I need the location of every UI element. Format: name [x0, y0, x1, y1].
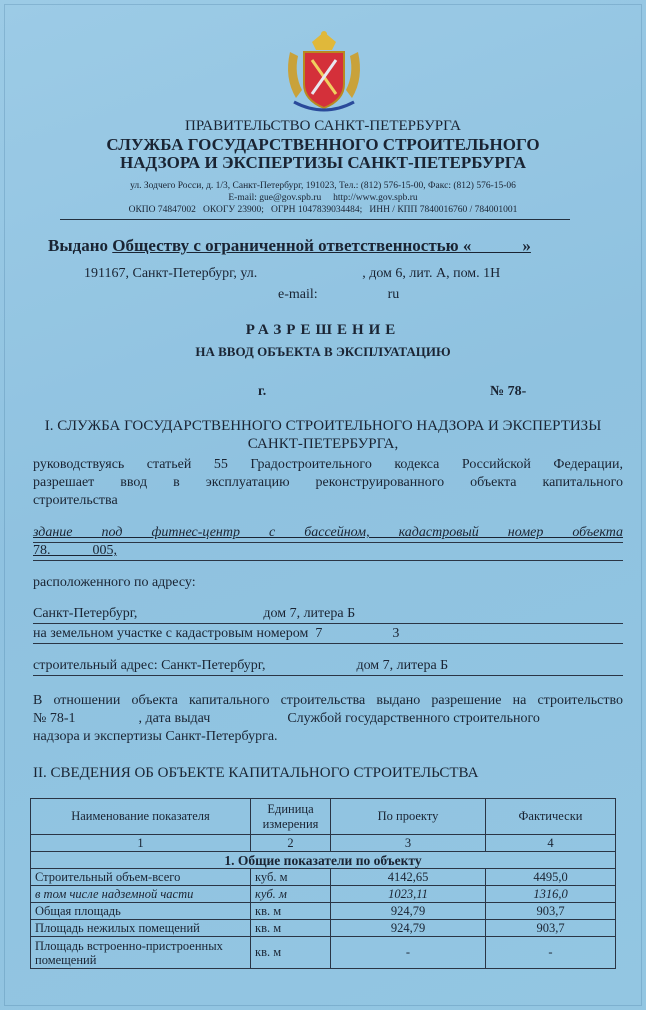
- column-header: Единица измерения: [251, 799, 331, 835]
- indicator-name: Площадь нежилых помещений: [31, 920, 251, 937]
- indicator-name: Общая площадь: [31, 903, 251, 920]
- indicator-unit: кв. м: [251, 903, 331, 920]
- section1-para-line2: разрешает ввод в эксплуатацию реконструированного объекта капитального: [33, 475, 623, 490]
- object-description-line1: здание под фитнес-центр с бассейном, кадастровый номер объекта: [33, 524, 623, 543]
- section1-para-last: строительства: [33, 493, 118, 508]
- table-header-row: [31, 799, 616, 835]
- located-label: расположенного по адресу:: [33, 575, 196, 590]
- indicator-project: -: [331, 937, 486, 969]
- indicator-actual: 903,7: [486, 903, 616, 920]
- issued-to: [48, 236, 531, 256]
- indicator-project: 1023,11: [331, 886, 486, 903]
- document-title: РАЗРЕШЕНИЕ: [245, 322, 401, 338]
- issued-email: e-mail: ru: [278, 287, 400, 302]
- service-codes: ОКПО 74847002 ОКОГУ 23900; ОГРН 1047839034484; ИНН / КПП 7840016760 / 784001001: [128, 205, 518, 215]
- permit-info-line1: В отношении объекта капитального строительства выдано разрешение на строительство: [33, 693, 623, 708]
- object-description-line2: 78. 005,: [33, 542, 623, 561]
- object-indicators-table: [30, 798, 616, 969]
- column-header: Наименование показателя: [31, 799, 251, 835]
- section1-heading-cont: САНКТ-ПЕТЕРБУРГА,: [247, 436, 399, 452]
- construction-address: строительный адрес: Санкт-Петербург, дом 7, литера Б: [33, 657, 623, 676]
- indicator-project: 924,79: [331, 920, 486, 937]
- section1-heading: I. СЛУЖБА ГОСУДАРСТВЕННОГО СТРОИТЕЛЬНОГО НАДЗОРА И ЭКСПЕРТИЗЫ: [44, 418, 602, 434]
- section1-para-line1: руководствуясь статьей 55 Градостроительного кодекса Российской Федерации,: [33, 457, 623, 472]
- indicator-name: Площадь встроенно-пристроенных помещений: [31, 937, 251, 969]
- service-address: ул. Зодчего Росси, д. 1/3, Санкт-Петербург, 191023, Тел.: (812) 576-15-00, Факс: (812) 576-15-06: [130, 181, 516, 191]
- indicator-actual: -: [486, 937, 616, 969]
- indicator-actual: 1316,0: [486, 886, 616, 903]
- indicator-project: 4142,65: [331, 869, 486, 886]
- indicator-name: Строительный объем-всего: [31, 869, 251, 886]
- service-name-line2: НАДЗОРА И ЭКСПЕРТИЗЫ САНКТ-ПЕТЕРБУРГА: [120, 153, 526, 172]
- object-address: Санкт-Петербург, дом 7, литера Б: [33, 605, 623, 624]
- group-title: 1. Общие показатели по объекту: [31, 852, 616, 869]
- table-row: [31, 937, 616, 969]
- table-row: [31, 886, 616, 903]
- service-name-line1: СЛУЖБА ГОСУДАРСТВЕННОГО СТРОИТЕЛЬНОГО: [106, 135, 540, 154]
- column-number: 3: [331, 835, 486, 852]
- issued-org: Обществу с ограниченной ответственностью « »: [112, 236, 531, 255]
- column-number: 4: [486, 835, 616, 852]
- permit-number: № 78-: [490, 384, 527, 399]
- document-subtitle: НА ВВОД ОБЪЕКТА В ЭКСПЛУАТАЦИЮ: [195, 344, 451, 359]
- column-number-row: [31, 835, 616, 852]
- table-row: [31, 920, 616, 937]
- issued-label: Выдано: [48, 236, 109, 255]
- section1-para-line3: [33, 492, 623, 510]
- city-label: г.: [258, 384, 267, 399]
- indicator-unit: куб. м: [251, 886, 331, 903]
- permit-info-line2: № 78-1 , дата выдач Службой государственного строительного: [33, 711, 540, 726]
- column-number: 2: [251, 835, 331, 852]
- indicator-actual: 4495,0: [486, 869, 616, 886]
- indicator-actual: 903,7: [486, 920, 616, 937]
- table-row: [31, 903, 616, 920]
- indicator-unit: куб. м: [251, 869, 331, 886]
- section2-heading: II. СВЕДЕНИЯ ОБ ОБЪЕКТЕ КАПИТАЛЬНОГО СТРОИТЕЛЬСТВА: [33, 765, 479, 781]
- column-number: 1: [31, 835, 251, 852]
- land-plot: на земельном участке с кадастровым номером 7 3: [33, 625, 623, 644]
- coat-of-arms-icon: [282, 28, 366, 114]
- indicator-name: в том числе надземной части: [31, 886, 251, 903]
- permit-info-line3: надзора и экспертизы Санкт-Петербурга.: [33, 729, 278, 744]
- government-name: ПРАВИТЕЛЬСТВО САНКТ-ПЕТЕРБУРГА: [185, 118, 461, 134]
- indicator-project: 924,79: [331, 903, 486, 920]
- group-row: [31, 852, 616, 869]
- indicator-unit: кв. м: [251, 920, 331, 937]
- indicator-unit: кв. м: [251, 937, 331, 969]
- column-header: По проекту: [331, 799, 486, 835]
- issued-address: 191167, Санкт-Петербург, ул. , дом 6, лит. А, пом. 1Н: [84, 266, 501, 281]
- service-contacts: E-mail: gue@gov.spb.ru http://www.gov.spb.ru: [228, 193, 418, 203]
- column-header: Фактически: [486, 799, 616, 835]
- table-row: [31, 869, 616, 886]
- header-divider: [60, 219, 570, 220]
